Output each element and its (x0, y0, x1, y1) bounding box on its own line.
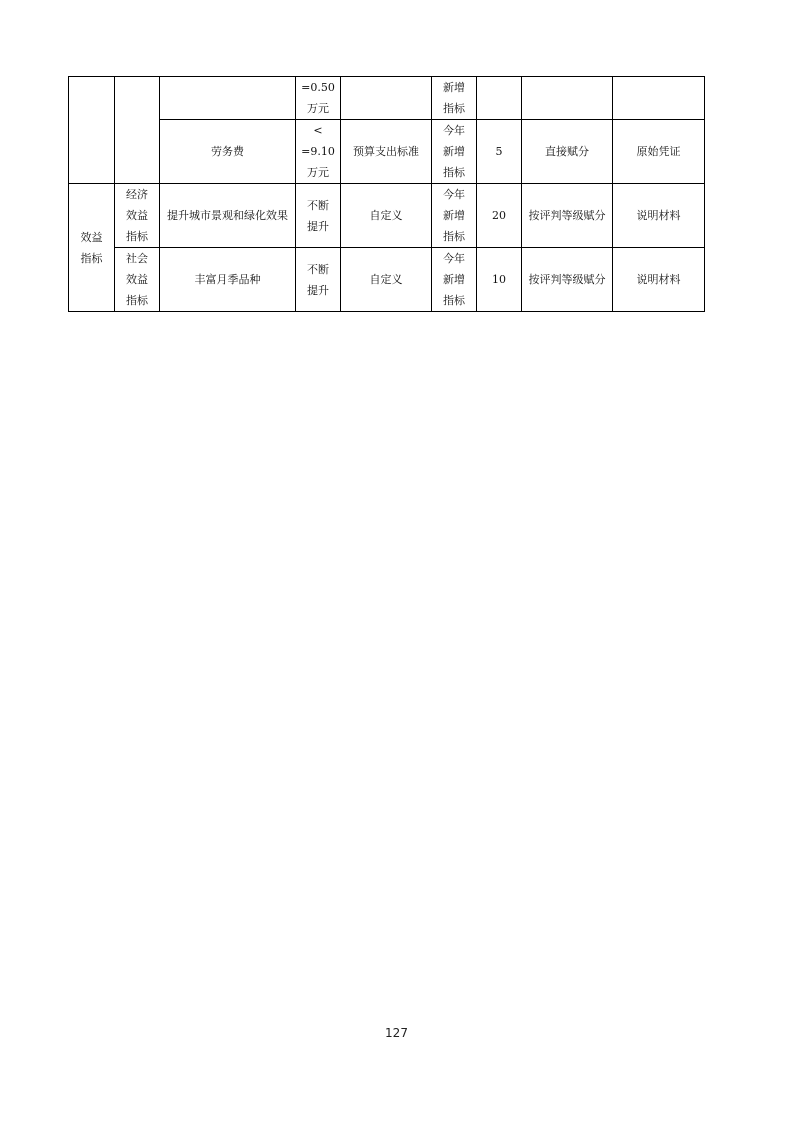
table-cell (341, 77, 432, 120)
table-row (69, 184, 705, 248)
table-cell: 说明材料 (613, 184, 705, 248)
table-cell: 10 (477, 248, 522, 312)
table-cell: 说明材料 (613, 248, 705, 312)
table-cell: 今年 新增 指标 (432, 184, 477, 248)
table-cell: 5 (477, 120, 522, 184)
table-cell: 按评判等级赋分 (522, 184, 613, 248)
table-cell: 新增 指标 (432, 77, 477, 120)
indicator-table (68, 76, 705, 312)
table-cell: 自定义 (341, 184, 432, 248)
table-cell: 丰富月季品种 (160, 248, 296, 312)
table-cell: 提升城市景观和绿化效果 (160, 184, 296, 248)
table-cell: 不断 提升 (296, 184, 341, 248)
table-cell (613, 77, 705, 120)
table-cell (69, 77, 115, 184)
table-cell: 经济 效益 指标 (115, 184, 160, 248)
page-number: 127 (385, 1026, 408, 1040)
table-cell: 劳务费 (160, 120, 296, 184)
table-cell: 20 (477, 184, 522, 248)
table-cell: 自定义 (341, 248, 432, 312)
table-cell (160, 77, 296, 120)
table-cell: 直接赋分 (522, 120, 613, 184)
table-cell (477, 77, 522, 120)
table-cell: 不断 提升 (296, 248, 341, 312)
table-cell: 社会 效益 指标 (115, 248, 160, 312)
table-row (69, 248, 705, 312)
table-row (69, 77, 705, 120)
table-cell: =0.50 万元 (296, 77, 341, 120)
table-cell: 按评判等级赋分 (522, 248, 613, 312)
table-cell: 今年 新增 指标 (432, 248, 477, 312)
table-cell: 效益 指标 (69, 184, 115, 312)
table-cell (522, 77, 613, 120)
table-row (69, 120, 705, 184)
table-cell: 预算支出标准 (341, 120, 432, 184)
table-cell: 原始凭证 (613, 120, 705, 184)
table-cell: < =9.10 万元 (296, 120, 341, 184)
table-cell: 今年 新增 指标 (432, 120, 477, 184)
table-cell (115, 77, 160, 184)
